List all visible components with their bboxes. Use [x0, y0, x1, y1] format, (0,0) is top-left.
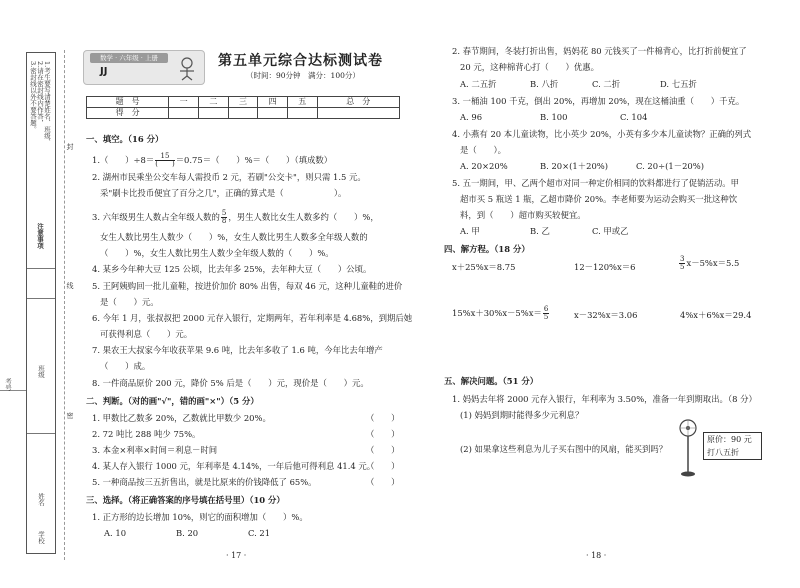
judge-2: 2. 72 吨比 288 吨少 75%。 [92, 429, 201, 439]
fraction-denominator: ( ) [155, 160, 175, 168]
choice-2a: 2. 春节期间，冬装打折出售，妈妈花 80 元钱买了一件棉背心，比打折前便宜了 [452, 46, 747, 56]
equation-3 [678, 256, 739, 271]
choice-5a: 5. 五一期间，甲、乙两个超市对同一种定价相同的饮料都进行了促销活动。甲 [452, 178, 740, 188]
judge-1: 1. 甲数比乙数多 20%，乙数就比甲数少 20%。 [92, 413, 271, 423]
choice-1-option-c[interactable]: C. 21 [248, 528, 271, 538]
field-school-label: 学校 [37, 531, 45, 544]
question-1-2a: 2. 湖州市民乘坐公交车每人需投币 2 元，若刷"公交卡"，则只需 1.5 元。 [92, 172, 366, 182]
score-header: 一 [169, 97, 199, 108]
choice-4-option-a[interactable]: A. 20×20% [460, 161, 508, 171]
choice-1-option-a[interactable]: A. 10 [104, 528, 127, 538]
sidebar-note-2: 2.请在密封线内作答， [36, 61, 44, 126]
question-1-7a: 7. 果农王大叔家今年收获苹果 9.6 吨，比去年多收了 1.6 吨，今年比去年增产 [92, 345, 383, 355]
q3-fraction [221, 210, 227, 225]
equation-2: 12－120%x＝6 [574, 262, 636, 272]
seal-mark-xian: 线 [66, 282, 74, 289]
banner-grade-text: 数学 · 六年级 · 上册 [90, 53, 168, 63]
score-header: 五 [287, 97, 317, 108]
fraction-denominator: 5 [680, 263, 685, 271]
q1-part-b: ＝0.75＝（ ）%＝（ ）（填成数） [175, 155, 333, 165]
judge-4-answer[interactable]: （ ） [366, 461, 400, 471]
score-cell[interactable] [228, 108, 258, 119]
choice-4a: 4. 小燕有 20 本儿童读物，比小英少 20%，小英有多少本儿童读物？正确的列式 [452, 129, 752, 139]
grade-banner [83, 50, 205, 85]
judge-3-answer[interactable]: （ ） [366, 445, 400, 455]
choice-3-option-a[interactable]: A. 96 [460, 112, 483, 122]
q1-fraction [155, 153, 174, 168]
choice-5b: 超市买 5 瓶送 1 瓶，乙超市降价 20%。李老师要为运动会购买一批这种饮 [460, 194, 738, 204]
section-1-title: 一、填空。（16 分） [86, 134, 164, 144]
fraction-numerator: 5 [221, 209, 227, 217]
score-cell[interactable] [317, 108, 399, 119]
seal-mark-mi: 密 [66, 412, 74, 419]
q3-part-b: ，男生人数比女生人数多约（ ）%， [228, 212, 379, 222]
question-1-7b: （ ）成。 [100, 361, 151, 371]
sidebar-note-3: 3.密封线以外不要答题。 [29, 61, 37, 133]
question-1-3c: 女生人数比男生人数少（ ）%，女生人数比男生人数多全年级人数的 [100, 232, 368, 242]
field-name-label: 姓名 [37, 493, 45, 506]
fraction-numerator: 3 [680, 255, 685, 263]
equation-6: 4%x＋6%x＝29.4 [680, 310, 752, 320]
question-1-3a [92, 210, 379, 225]
fan-icon [678, 418, 698, 478]
judge-3: 3. 本金×利率×时间＝利息－时间 [92, 445, 218, 455]
question-1-6b: 可获得利息（ ）元。 [100, 329, 193, 339]
fraction-denominator: 5 [543, 313, 549, 321]
judge-1-answer[interactable]: （ ） [366, 413, 400, 423]
field-class-label: 班级 [37, 365, 45, 378]
fraction-numerator: 6 [543, 305, 549, 313]
score-cell[interactable] [199, 108, 229, 119]
score-row-label: 得 分 [87, 108, 169, 119]
q3-part-a: 3. 六年级男生人数占全年级人数的 [92, 212, 220, 222]
page-number-right: · 18 · [586, 551, 607, 560]
eq3-fraction [679, 256, 685, 271]
score-header: 总 分 [317, 97, 399, 108]
question-1-2b: 采"刷卡比投币便宜了百分之几"，正确的算式是（ ）。 [100, 188, 347, 198]
section-2-title: 二、判断。（对的画"√"，错的画"×"）（5 分） [86, 396, 259, 406]
fraction-numerator: 15 [155, 153, 174, 161]
score-header: 三 [228, 97, 258, 108]
field-number-label: 考号 [4, 378, 12, 391]
banner-code: JJ [100, 66, 108, 77]
choice-2-option-a[interactable]: A. 二五折 [460, 79, 497, 89]
binding-sidebar [26, 52, 56, 554]
fraction-denominator: 8 [221, 217, 227, 225]
problem-1-part-2: (2) 如果拿这些利息为儿子买右图中的风扇，能买到吗？ [460, 444, 668, 454]
judge-2-answer[interactable]: （ ） [366, 429, 400, 439]
section-4-title: 四、解方程。（18 分） [444, 244, 530, 254]
choice-2-option-c[interactable]: C. 二折 [592, 79, 621, 89]
score-cell[interactable] [169, 108, 199, 119]
question-1-5a: 5. 王阿姨购回一批儿童鞋，按进价加价 80% 出售，每双 46 元，这种儿童鞋的进价 [92, 281, 403, 291]
choice-4-option-b[interactable]: B. 20×(1＋20%) [540, 161, 609, 171]
page-subtitle: （时间：90分钟 满分：100分） [246, 71, 360, 80]
judge-4: 4. 某人存入银行 1000 元，年利率是 4.14%，一年后他可得利息 41.4 元。 [92, 461, 376, 471]
choice-1: 1. 正方形的边长增加 10%，则它的面积增加（ ）%。 [92, 512, 308, 522]
choice-4b: 是（ ）。 [460, 145, 507, 155]
question-1-3d: （ ）%，女生人数比男生人数少全年级人数的（ ）%。 [100, 248, 334, 258]
eq4-text: 15%x＋30%x－5%x＝ [452, 308, 542, 318]
choice-2b: 20 元，这种棉背心打（ ）优惠。 [460, 62, 599, 72]
choice-3-option-b[interactable]: B. 100 [540, 112, 568, 122]
judge-5-answer[interactable]: （ ） [366, 477, 400, 487]
choice-5-option-b[interactable]: B. 乙 [530, 226, 550, 236]
q1-part-a: 1.（ ）÷8＝ [92, 155, 155, 165]
choice-3: 3. 一桶油 100 千克，倒出 20%，再增加 20%，现在这桶油重（ ）千克。 [452, 96, 745, 106]
section-3-title: 三、选择。（将正确答案的序号填在括号里）（10 分） [86, 495, 285, 505]
question-1-6a: 6. 今年 1 月，张叔叔把 2000 元存入银行，定期两年，若年利率是 4.68%，到期后她 [92, 313, 413, 323]
score-cell[interactable] [258, 108, 288, 119]
question-1-5b: 是（ ）元。 [100, 297, 159, 307]
equation-1: x＋25%x＝8.75 [452, 262, 516, 272]
choice-5-option-a[interactable]: A. 甲 [460, 226, 480, 236]
problem-1: 1. 妈妈去年将 2000 元存入银行，年利率为 3.50%，准备一年到期取出。（8 分） [452, 394, 757, 404]
fan-original-price: 原价：90 元 [707, 435, 752, 444]
fan-discount: 打八五折 [707, 448, 739, 457]
choice-5c: 料，到（ ）超市购买较便宜。 [460, 210, 586, 220]
problem-1-part-1: (1) 妈妈到期时能得多少元利息？ [460, 410, 584, 420]
equation-4 [452, 306, 550, 321]
sidebar-note-label: 注意事项 [36, 223, 44, 249]
score-header: 二 [199, 97, 229, 108]
equation-5: x－32%x＝3.06 [574, 310, 638, 320]
choice-2-option-b[interactable]: B. 八折 [530, 79, 559, 89]
judge-5: 5. 一种商品按三五折售出，就是比原来的价钱降低了 65%。 [92, 477, 317, 487]
question-1-4: 4. 某乡今年种大豆 125 公顷，比去年多 25%，去年种大豆（ ）公顷。 [92, 264, 372, 274]
page-number-left: · 17 · [226, 551, 247, 560]
question-1-1 [92, 153, 332, 168]
eq3-text: x－5%x＝5.5 [686, 258, 740, 268]
page-title: 第五单元综合达标测试卷 [218, 53, 383, 69]
question-1-8: 8. 一件商品原价 200 元，降价 5% 后是（ ）元，现价是（ ）元。 [92, 378, 369, 388]
score-header: 四 [258, 97, 288, 108]
seal-line [64, 50, 65, 560]
sidebar-note-1: 1.考生要写清楚姓名、班级、 [43, 61, 51, 146]
eq4-fraction [543, 306, 549, 321]
mascot-icon [174, 55, 200, 81]
score-cell[interactable] [287, 108, 317, 119]
section-5-title: 五、解决问题。（51 分） [444, 376, 539, 386]
score-header: 题 号 [87, 97, 169, 108]
choice-1-option-b[interactable]: B. 20 [176, 528, 199, 538]
choice-2-option-d[interactable]: D. 七五折 [660, 79, 697, 89]
score-table [86, 96, 400, 119]
choice-5-option-c[interactable]: C. 甲或乙 [592, 226, 629, 236]
choice-4-option-c[interactable]: C. 20÷(1－20%) [636, 161, 704, 171]
choice-3-option-c[interactable]: C. 104 [620, 112, 648, 122]
fan-price-box [703, 432, 762, 460]
seal-mark-feng: 封 [66, 143, 74, 150]
